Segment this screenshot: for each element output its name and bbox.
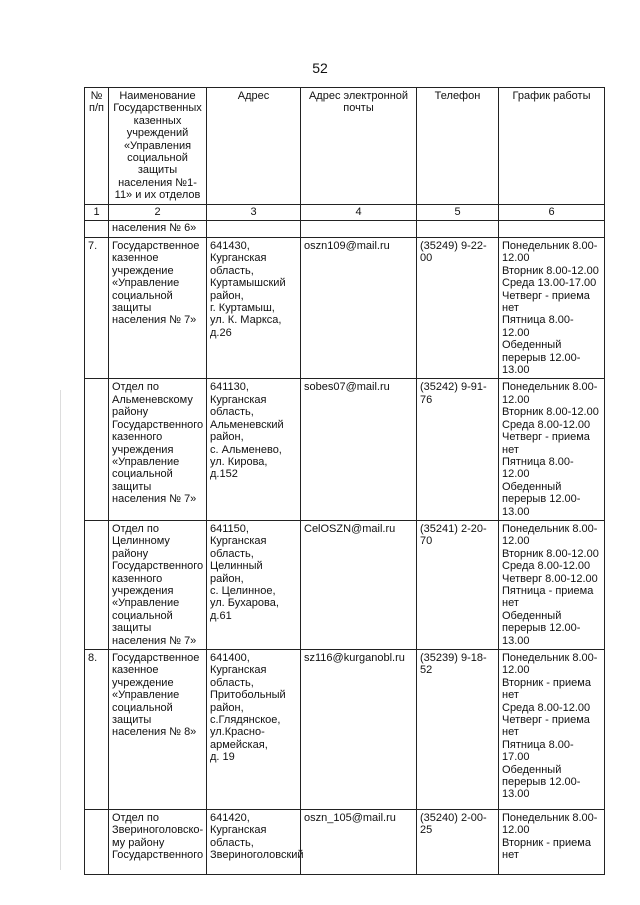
margin-line bbox=[60, 390, 61, 870]
header-cell: Адрес электронной почты bbox=[301, 88, 417, 205]
table-row bbox=[85, 810, 605, 875]
email: sobes07@mail.ru bbox=[301, 379, 417, 520]
header-cell: Телефон bbox=[417, 88, 499, 205]
institution-name: Государственное казенное учреждение «Управление социальной защиты населения № 7» bbox=[109, 238, 207, 379]
continuation-cell: населения № 6» bbox=[109, 221, 207, 238]
email: oszn_105@mail.ru bbox=[301, 810, 417, 875]
email: CelOSZN@mail.ru bbox=[301, 520, 417, 649]
table-row bbox=[85, 650, 605, 810]
page-number: 52 bbox=[312, 60, 328, 76]
phone: (35249) 9-22- 00 bbox=[417, 238, 499, 379]
address: 641400, Курганская область, Притобольный район, с.Глядянское, ул.Красно- армейская, д. 19 bbox=[207, 650, 301, 810]
table-header-row bbox=[85, 88, 605, 205]
column-number: 6 bbox=[499, 205, 605, 221]
column-number: 5 bbox=[417, 205, 499, 221]
institution-name: Государственное казенное учреждение «Управление социальной защиты населения № 8» bbox=[109, 650, 207, 810]
institutions-table bbox=[84, 87, 605, 875]
row-number: 7. bbox=[85, 238, 109, 379]
address: 641150, Курганская область, Целинный район, с. Целинное, ул. Бухарова, д.61 bbox=[207, 520, 301, 649]
schedule: Понедельник 8.00- 12.00 Вторник 8.00-12.00 Среда 13.00-17.00 Четверг - приема нет Пятница 8.00-12.00 Обеденный перерыв 12.00- 13.00 bbox=[499, 238, 605, 379]
row-number: 8. bbox=[85, 650, 109, 810]
header-cell: График работы bbox=[499, 88, 605, 205]
table-row bbox=[85, 520, 605, 649]
table-cell bbox=[207, 221, 301, 238]
column-number: 2 bbox=[109, 205, 207, 221]
schedule: Понедельник 8.00- 12.00 Вторник 8.00-12.00 Среда 8.00-12.00 Четверг 8.00-12.00 Пятница - приема нет Обеденный перерыв 12.00- 13.00 bbox=[499, 520, 605, 649]
header-cell: Наименование Государственных казенных учреждений «Управления социальной защиты населения №1- 11» и их отделов bbox=[109, 88, 207, 205]
institution-name: Отдел по Целинному району Государственного казенного учреждения «Управление социальной защиты населения № 7» bbox=[109, 520, 207, 649]
table-cell bbox=[417, 221, 499, 238]
schedule: Понедельник 8.00- 12.00 Вторник - приема нет Среда 8.00-12.00 Четверг - приема нет Пятница 8.00-17.00 Обеденный перерыв 12.00- 13.00 bbox=[499, 650, 605, 810]
table-cell bbox=[85, 221, 109, 238]
email: sz116@kurganobl.ru bbox=[301, 650, 417, 810]
address: 641430, Курганская область, Куртамышский район, г. Куртамыш, ул. К. Маркса, д.26 bbox=[207, 238, 301, 379]
table-row bbox=[85, 238, 605, 379]
phone: (35241) 2-20- 70 bbox=[417, 520, 499, 649]
institution-name: Отдел по Альменевскому району Государственного казенного учреждения «Управление социальной защиты населения № 7» bbox=[109, 379, 207, 520]
header-cell: № п/п bbox=[85, 88, 109, 205]
institution-name: Отдел по Звериноголовско- му району Государственного bbox=[109, 810, 207, 875]
column-number-row bbox=[85, 205, 605, 221]
schedule: Понедельник 8.00- 12.00 Вторник - приема нет bbox=[499, 810, 605, 875]
address: 641130, Курганская область, Альменевский район, с. Альменево, ул. Кирова, д.152 bbox=[207, 379, 301, 520]
schedule: Понедельник 8.00- 12.00 Вторник 8.00-12.00 Среда 8.00-12.00 Четверг - приема нет Пятница 8.00-12.00 Обеденный перерыв 12.00- 13.00 bbox=[499, 379, 605, 520]
phone: (35240) 2-00- 25 bbox=[417, 810, 499, 875]
phone: (35242) 9-91- 76 bbox=[417, 379, 499, 520]
column-number: 4 bbox=[301, 205, 417, 221]
table-cell bbox=[301, 221, 417, 238]
continuation-row bbox=[85, 221, 605, 238]
row-number bbox=[85, 810, 109, 875]
column-number: 3 bbox=[207, 205, 301, 221]
table-row bbox=[85, 379, 605, 520]
address: 641420, Курганская область, Звериноголовский bbox=[207, 810, 301, 875]
header-cell: Адрес bbox=[207, 88, 301, 205]
email: oszn109@mail.ru bbox=[301, 238, 417, 379]
table-cell bbox=[499, 221, 605, 238]
row-number bbox=[85, 520, 109, 649]
column-number: 1 bbox=[85, 205, 109, 221]
row-number bbox=[85, 379, 109, 520]
phone: (35239) 9-18- 52 bbox=[417, 650, 499, 810]
